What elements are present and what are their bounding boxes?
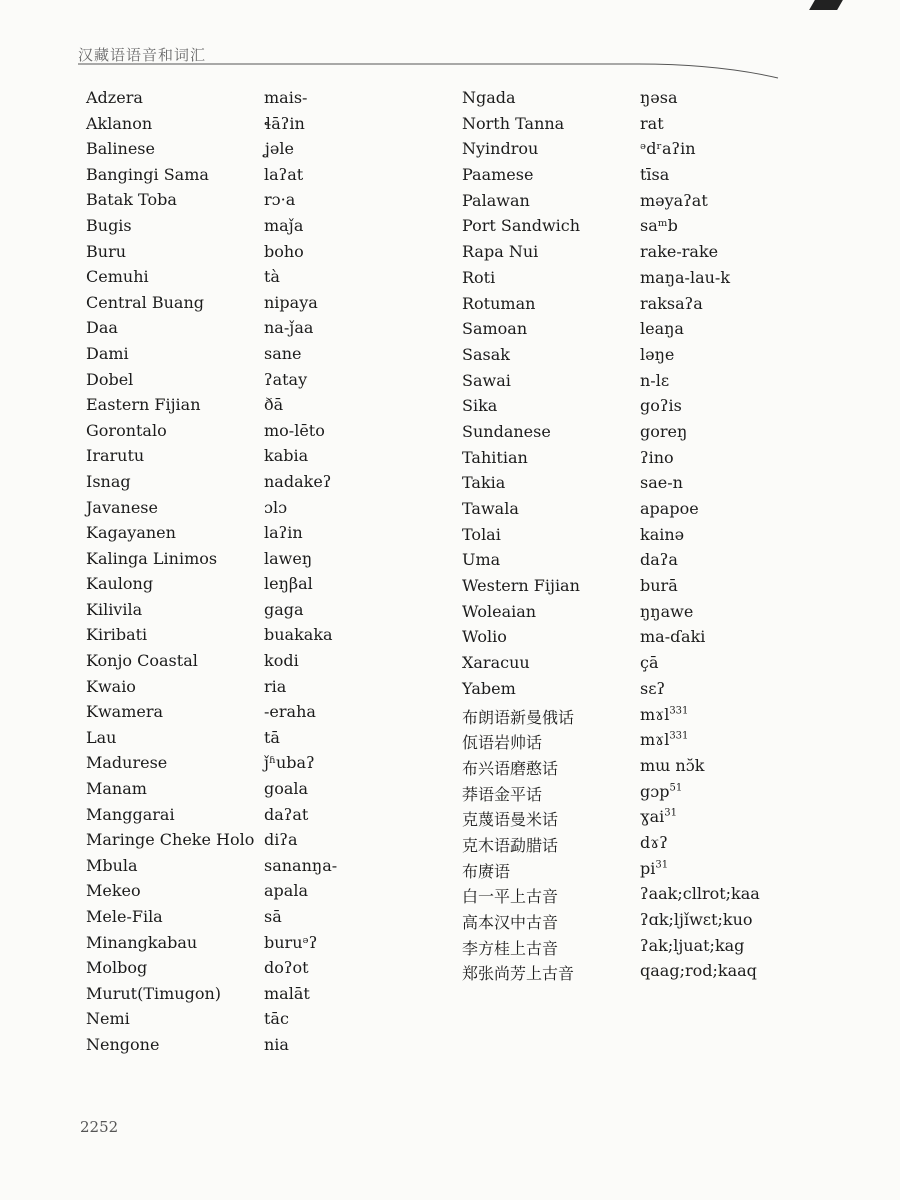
language-name: Rapa Nui	[462, 242, 539, 262]
word-form-text: ɬāʔin	[264, 113, 305, 133]
language-name: Uma	[462, 550, 501, 570]
word-form	[640, 833, 668, 852]
word-form	[640, 139, 696, 158]
word-form	[264, 753, 315, 772]
word-form	[640, 165, 669, 184]
tone-mark: 31	[655, 859, 669, 871]
language-name: Irarutu	[86, 446, 145, 466]
language-name: Roti	[462, 267, 496, 287]
word-form	[640, 576, 678, 595]
word-form-text: leaŋa	[640, 319, 684, 339]
language-name: Kwaio	[86, 676, 136, 696]
language-name: 布朗语新曼俄话	[462, 707, 575, 727]
language-name: Yabem	[462, 678, 516, 698]
word-form-text: ŋŋawe	[640, 601, 694, 621]
language-name: Paamese	[462, 165, 534, 185]
word-form	[640, 602, 693, 621]
word-form	[264, 216, 303, 235]
word-form	[264, 1009, 289, 1028]
word-form-text: boho	[264, 241, 304, 261]
word-form-text: gɔp	[640, 781, 670, 801]
running-header: 汉藏语语音和词汇	[78, 46, 207, 64]
word-form-text: goreŋ	[640, 421, 688, 441]
word-form-text: ləŋe	[640, 344, 675, 364]
word-form-text: doʔot	[264, 958, 309, 978]
language-name: Mbula	[86, 855, 138, 875]
word-form	[640, 884, 760, 903]
language-name: Mele-Fila	[86, 907, 163, 926]
word-form	[264, 498, 287, 517]
word-form-text: sā	[264, 907, 282, 926]
language-name: 克木语勐腊话	[462, 835, 559, 855]
word-form	[264, 267, 280, 286]
word-form-text: kodi	[264, 651, 299, 671]
language-name: Mekeo	[86, 881, 141, 901]
word-form	[264, 242, 304, 261]
word-form	[264, 1035, 289, 1054]
language-name: Konjo Coastal	[86, 651, 198, 671]
language-name: Dami	[86, 343, 129, 363]
word-form	[640, 499, 699, 518]
word-form-text: tāc	[264, 1009, 289, 1029]
word-form	[640, 550, 678, 569]
word-form-text: goʔis	[640, 396, 682, 416]
language-name: Wolio	[462, 627, 507, 647]
word-form-text: maŋa-lau-k	[640, 267, 731, 287]
tone-mark: 331	[669, 730, 689, 742]
language-name: Palawan	[462, 190, 530, 210]
language-name: Western Fijian	[462, 576, 580, 596]
word-form-text: ᵊdʳaʔin	[640, 139, 696, 159]
language-name: 莽语金平话	[462, 784, 543, 804]
tone-mark: 51	[669, 782, 683, 794]
word-form-text: sae-n	[640, 473, 683, 493]
word-form-text: çā	[640, 653, 659, 673]
language-name: 白一平上古音	[462, 887, 559, 907]
word-form	[640, 448, 674, 467]
word-form	[264, 472, 331, 491]
word-form-text: burā	[640, 576, 678, 596]
language-name: Isnag	[86, 471, 131, 491]
word-form-text: tīsa	[640, 165, 670, 185]
language-name: North Tanna	[462, 113, 565, 133]
language-name: Sundanese	[462, 421, 551, 441]
language-name: Balinese	[86, 139, 155, 159]
word-form	[640, 422, 687, 441]
word-form-text: dɤʔ	[640, 832, 668, 852]
language-name: Tolai	[462, 524, 501, 544]
word-form	[264, 395, 283, 414]
word-form	[264, 344, 302, 363]
language-name: Sasak	[462, 344, 510, 364]
word-form-text: saᵐb	[640, 216, 678, 236]
word-form-text: tà	[264, 267, 280, 287]
word-form-text: kabia	[264, 446, 309, 466]
language-name: Ngada	[462, 88, 516, 107]
language-name: 布赓语	[462, 861, 511, 881]
language-name: Molbog	[86, 958, 148, 978]
language-name: Daa	[86, 318, 118, 338]
word-form-text: buakaka	[264, 625, 333, 645]
language-name: Buru	[86, 241, 127, 261]
word-form-text: qaag;rod;kaaq	[640, 961, 757, 981]
word-form-text: ðā	[264, 395, 284, 415]
word-form-text: mɤl	[640, 730, 670, 750]
language-name: Eastern Fijian	[86, 395, 201, 415]
word-form	[264, 651, 299, 670]
language-name: 克蔑语曼米话	[462, 810, 559, 830]
word-form	[264, 907, 282, 926]
word-form-text: sananŋa-	[264, 855, 338, 875]
word-form-text: nia	[264, 1034, 289, 1054]
word-form-text: ʔɑk;ljǐwɛt;kuo	[640, 910, 753, 929]
word-form	[264, 881, 308, 900]
word-form	[264, 625, 333, 644]
word-form-text: rake-rake	[640, 242, 719, 262]
language-name: Maringe Cheke Holo	[86, 830, 255, 850]
language-name: Tahitian	[462, 447, 528, 467]
word-form	[264, 574, 313, 593]
word-form-text: tā	[264, 727, 280, 747]
language-name: 郑张尚芳上古音	[462, 964, 575, 984]
language-name: Central Buang	[86, 292, 204, 312]
word-form-text: mɯ nɔ̆k	[640, 755, 705, 775]
word-form	[640, 371, 669, 390]
page-number: 2252	[80, 1118, 119, 1136]
word-form-text: goala	[264, 779, 309, 799]
language-name: Bugis	[86, 215, 132, 235]
word-form	[264, 88, 307, 107]
word-form-text: daʔat	[264, 804, 309, 824]
word-form-text: ria	[264, 676, 287, 696]
word-form	[640, 756, 704, 775]
language-name: Kalinga Linimos	[86, 548, 218, 568]
corner-mark	[809, 0, 843, 10]
word-form	[640, 961, 757, 980]
language-name: 布兴语磨憨话	[462, 758, 559, 778]
language-name: Kiribati	[86, 625, 148, 645]
word-form	[264, 370, 307, 389]
word-form-text: n-lɛ	[640, 370, 670, 390]
language-name: Cemuhi	[86, 267, 149, 287]
language-name: Dobel	[86, 369, 134, 389]
word-form-text: buruᵊʔ	[264, 932, 318, 952]
language-name: Xaracuu	[462, 653, 530, 673]
language-name: Batak Toba	[86, 190, 177, 210]
word-form	[640, 88, 678, 107]
word-form	[640, 525, 684, 544]
word-form	[640, 807, 677, 826]
language-name: Kwamera	[86, 702, 164, 722]
word-form	[640, 114, 664, 133]
word-form	[264, 958, 309, 977]
word-form	[264, 549, 312, 568]
word-form-text: mo-lēto	[264, 420, 325, 440]
word-form	[264, 779, 308, 798]
language-name: Tawala	[462, 499, 519, 518]
word-form	[640, 294, 703, 313]
language-name: Bangingi Sama	[86, 164, 209, 184]
language-name: Kagayanen	[86, 523, 176, 543]
word-form-text: diʔa	[264, 830, 298, 850]
language-name: Sika	[462, 396, 498, 416]
word-form	[640, 730, 688, 749]
word-form-text: ǰʱubaʔ	[264, 753, 315, 773]
language-name: 佤语岩帅话	[462, 733, 543, 753]
word-form-text: nadakeʔ	[264, 471, 332, 491]
word-form-text: maǰa	[264, 215, 304, 235]
language-name: Nemi	[86, 1009, 130, 1029]
word-form	[264, 523, 303, 542]
word-form-text: rat	[640, 113, 664, 133]
header-rule	[78, 60, 798, 82]
word-form-text: rɔ·a	[264, 190, 296, 210]
word-form	[640, 859, 668, 878]
language-name: Madurese	[86, 753, 168, 773]
word-form	[640, 473, 683, 492]
word-form-text: apala	[264, 881, 308, 901]
word-form	[640, 679, 665, 698]
word-form	[264, 139, 294, 158]
word-form	[264, 856, 337, 875]
word-form	[640, 319, 684, 338]
language-name: Woleaian	[462, 601, 537, 621]
word-form-text: mɤl	[640, 704, 670, 724]
language-name: Rotuman	[462, 293, 536, 313]
word-form-text: sane	[264, 343, 302, 363]
word-form	[264, 600, 304, 619]
word-form-text: laʔat	[264, 164, 304, 184]
word-form-text: sɛʔ	[640, 678, 666, 698]
word-form	[264, 677, 286, 696]
word-form	[264, 933, 317, 952]
language-name: Samoan	[462, 319, 528, 339]
word-form	[640, 782, 682, 801]
word-form	[264, 702, 316, 721]
word-form-text: daʔa	[640, 550, 678, 570]
word-form-text: ʔaak;cllrot;kaa	[640, 884, 760, 904]
word-form	[264, 446, 308, 465]
word-form-text: leŋβal	[264, 574, 313, 594]
language-name: Minangkabau	[86, 932, 198, 952]
word-form-text: raksaʔa	[640, 293, 703, 313]
word-form	[640, 936, 744, 955]
word-form-text: nipaya	[264, 292, 318, 312]
word-form	[640, 191, 708, 210]
language-name: Adzera	[86, 88, 143, 107]
word-form-text: laʔin	[264, 523, 303, 543]
language-name: Sawai	[462, 370, 511, 390]
word-form	[640, 216, 678, 235]
word-form	[264, 805, 308, 824]
word-form-text: ɣai	[640, 807, 665, 827]
language-name: 高本汉中古音	[462, 913, 559, 932]
tone-mark: 331	[669, 705, 689, 717]
language-name: Lau	[86, 727, 117, 747]
word-form-text: kainə	[640, 524, 685, 544]
language-name: Takia	[462, 473, 506, 493]
word-form-text: ma-ɗaki	[640, 627, 706, 647]
word-form	[264, 728, 280, 747]
language-name: Kaulong	[86, 574, 154, 594]
language-name: Manam	[86, 779, 147, 799]
word-form-text: ʔak;ljuat;kag	[640, 935, 745, 955]
word-form	[640, 345, 674, 364]
word-form-text: gaga	[264, 599, 304, 619]
language-name: Nengone	[86, 1034, 160, 1054]
word-form-text: pi	[640, 858, 656, 878]
word-form	[264, 318, 313, 337]
language-name: Manggarai	[86, 804, 175, 824]
word-form	[640, 910, 753, 929]
word-form-text: apapoe	[640, 499, 699, 518]
word-form-text: ʔatay	[264, 369, 308, 389]
word-form	[640, 627, 705, 646]
word-form	[264, 421, 325, 440]
word-form	[264, 165, 303, 184]
language-name: Nyindrou	[462, 139, 539, 159]
word-form	[264, 190, 295, 209]
word-form-text: ʔino	[640, 447, 674, 467]
word-form-text: na-ǰaa	[264, 318, 314, 338]
tone-mark: 31	[664, 807, 677, 819]
word-form	[264, 984, 310, 1003]
word-form	[640, 242, 718, 261]
language-name: 李方桂上古音	[462, 938, 559, 958]
language-name: Murut(Timugon)	[86, 983, 221, 1003]
word-form-text: malāt	[264, 983, 310, 1003]
word-form-text: ʝəle	[264, 139, 294, 159]
word-form-text: məyaʔat	[640, 190, 708, 210]
word-form	[640, 705, 688, 724]
word-form	[640, 653, 659, 672]
language-name: Kilivila	[86, 599, 143, 619]
word-form	[640, 396, 682, 415]
word-form	[264, 830, 297, 849]
language-name: Port Sandwich	[462, 216, 581, 236]
word-form	[264, 114, 305, 133]
language-name: Aklanon	[86, 113, 153, 133]
word-form-text: ɔlɔ	[264, 497, 288, 517]
word-form	[640, 268, 730, 287]
word-form-text: laweŋ	[264, 548, 313, 568]
word-form-text: -eraha	[264, 702, 316, 722]
word-form-text: ŋəsa	[640, 88, 678, 107]
word-form	[264, 293, 318, 312]
word-form-text: mais-	[264, 88, 308, 107]
language-name: Javanese	[86, 497, 158, 517]
language-name: Gorontalo	[86, 420, 167, 440]
